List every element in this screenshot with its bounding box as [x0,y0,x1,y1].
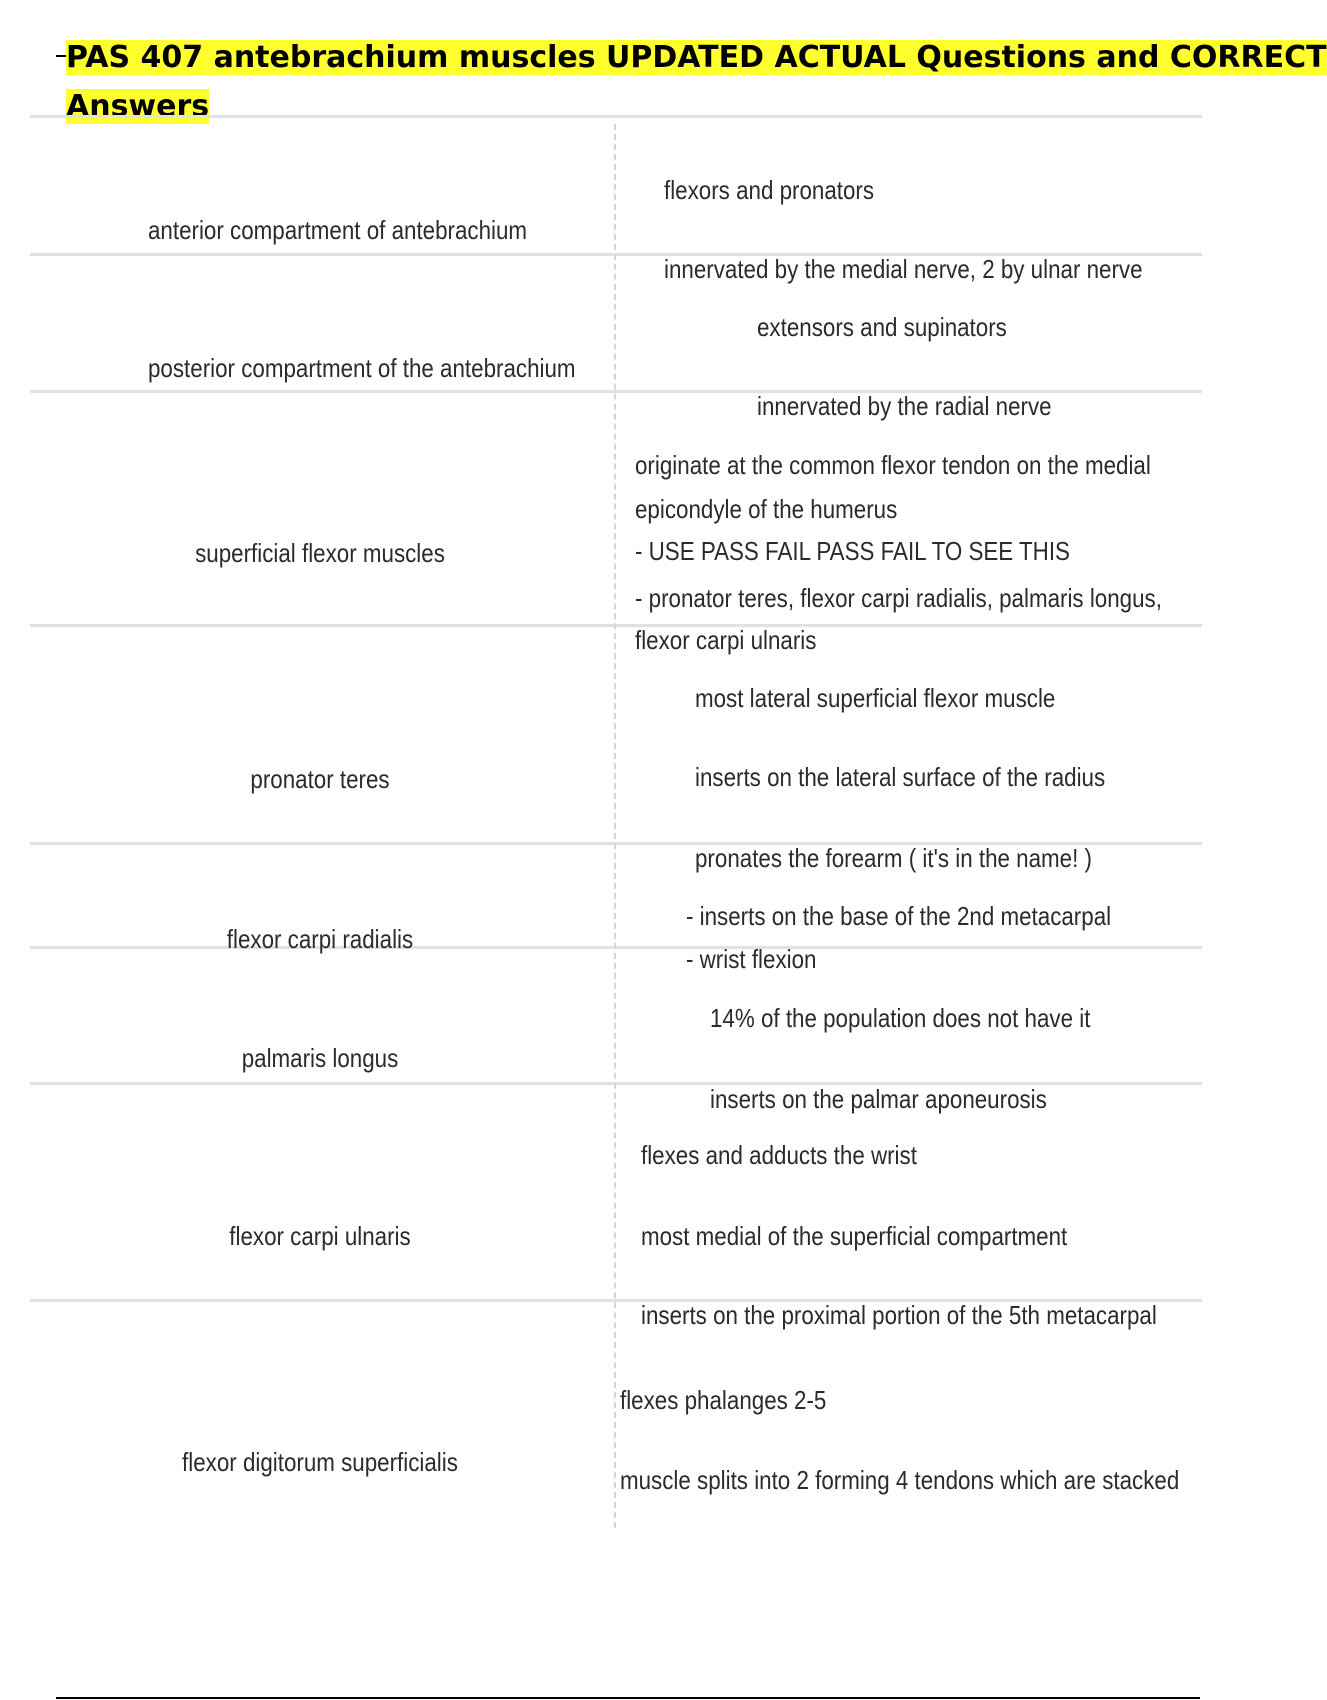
definition-line: - inserts on the base of the 2nd metacarpal [686,901,1112,931]
definition-line: flexors and pronators [664,175,875,205]
definition-line: pronates the forearm ( it's in the name! ) [695,843,1092,873]
definition-line: - pronator teres, flexor carpi radialis, palmaris longus, [635,583,1162,613]
definition-line: muscle splits into 2 forming 4 tendons which are stacked [620,1465,1180,1495]
definition-line: innervated by the medial nerve, 2 by ulnar nerve [664,254,1143,284]
column-divider [614,124,616,1528]
definition-line: epicondyle of the humerus [635,494,898,524]
title-line-2: Answers [66,89,210,124]
term: posterior compartment of the antebrachium [148,353,576,383]
definition-line: most lateral superficial flexor muscle [695,683,1056,713]
title-line-1: PAS 407 antebrachium muscles UPDATED ACTUAL Questions and CORRECT [66,40,1327,75]
definition-line: flexes and adducts the wrist [641,1140,917,1170]
term: flexor digitorum superficialis [182,1447,458,1477]
definition-line: inserts on the lateral surface of the radius [695,762,1106,792]
term: superficial flexor muscles [195,538,445,568]
row-divider [30,624,1202,627]
definition-line: - wrist flexion [686,944,817,974]
row-divider [30,115,1202,118]
definition-line: innervated by the radial nerve [757,391,1052,421]
definition-line: - USE PASS FAIL PASS FAIL TO SEE THIS [635,536,1070,566]
definition-line: flexes phalanges 2-5 [620,1385,827,1415]
term: palmaris longus [241,1043,399,1073]
definition-line: inserts on the palmar aponeurosis [710,1084,1047,1114]
definition-line: most medial of the superficial compartment [641,1221,1068,1251]
term: flexor carpi radialis [226,924,414,954]
footer-rule [56,1697,1200,1699]
definition-line: originate at the common flexor tendon on the medial [635,450,1151,480]
term: flexor carpi ulnaris [229,1221,411,1251]
definition-line: 14% of the population does not have it [710,1003,1091,1033]
term: pronator teres [250,764,390,794]
definition-line: extensors and supinators [757,312,1007,342]
definition-line: flexor carpi ulnaris [635,625,817,655]
term: anterior compartment of antebrachium [148,215,528,245]
definition-line: inserts on the proximal portion of the 5th metacarpal [641,1300,1157,1330]
